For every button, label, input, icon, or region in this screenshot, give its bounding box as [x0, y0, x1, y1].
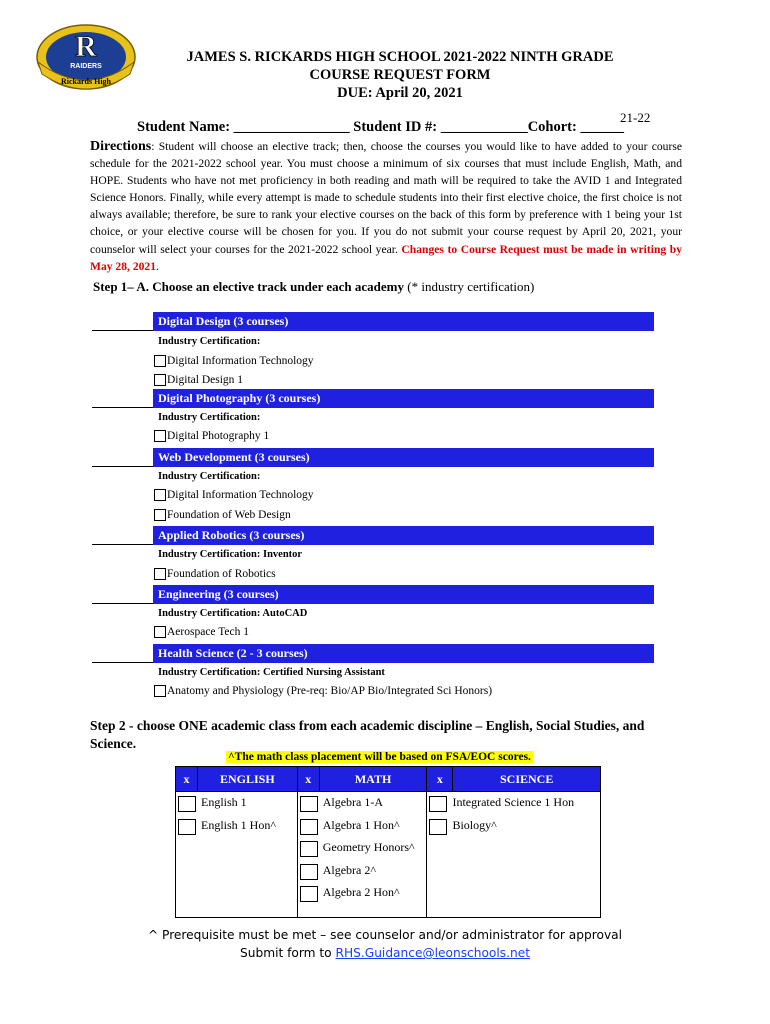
option-label: Digital Information Technology [167, 355, 314, 367]
track-bar-web-development: Web Development (3 courses) [153, 448, 654, 467]
checkbox[interactable] [154, 509, 166, 521]
option-item[interactable] [154, 355, 314, 367]
option-item[interactable] [154, 509, 291, 521]
checkbox[interactable] [300, 819, 318, 835]
math-option[interactable] [298, 837, 427, 860]
science-column [427, 792, 601, 918]
checkbox[interactable] [429, 796, 447, 812]
english-option[interactable] [176, 815, 297, 838]
form-title-line1: JAMES S. RICKARDS HIGH SCHOOL 2021-2022 NINTH GRADE [186, 49, 614, 65]
option-item[interactable] [154, 568, 276, 580]
academic-course-table [175, 766, 601, 918]
track-cert: Industry Certification: [158, 336, 261, 347]
checkbox[interactable] [154, 626, 166, 638]
course-label: Geometry Honors^ [322, 840, 415, 854]
rank-line-digital-design[interactable] [92, 330, 154, 331]
form-title-line2: COURSE REQUEST FORM [309, 67, 491, 83]
submit-line [0, 944, 770, 962]
rank-line-web-development[interactable] [92, 466, 154, 467]
step1-heading-bold: Step 1– A. Choose an elective track under each academy [93, 279, 405, 294]
math-option[interactable] [298, 882, 427, 905]
col-header-x: x [427, 767, 453, 792]
track-cert: Industry Certification: [158, 412, 261, 423]
checkbox[interactable] [178, 796, 196, 812]
option-label: Anatomy and Physiology (Pre-req: Bio/AP Bio/Integrated Sci Honors) [167, 685, 493, 697]
english-column [176, 792, 298, 918]
option-item[interactable] [154, 685, 492, 697]
directions-lead: Directions [90, 139, 152, 154]
option-label: Aerospace Tech 1 [167, 626, 249, 638]
checkbox[interactable] [300, 796, 318, 812]
track-bar-health-science: Health Science (2 - 3 courses) [153, 644, 654, 663]
english-option[interactable] [176, 792, 297, 815]
math-option[interactable] [298, 792, 427, 815]
svg-text:R: R [75, 30, 97, 63]
checkbox[interactable] [154, 489, 166, 501]
rank-line-engineering[interactable] [92, 603, 154, 604]
checkbox[interactable] [178, 819, 196, 835]
option-item[interactable] [154, 489, 314, 501]
course-label: English 1 [201, 795, 247, 809]
submit-prefix: Submit form to [240, 946, 336, 960]
option-label: Digital Information Technology [167, 489, 314, 501]
directions-end: . [156, 259, 159, 273]
checkbox[interactable] [154, 374, 166, 386]
track-bar-digital-photography: Digital Photography (3 courses) [153, 389, 654, 408]
col-header-math: MATH [319, 767, 427, 792]
checkbox[interactable] [429, 819, 447, 835]
course-label: Algebra 1 Hon^ [322, 817, 400, 832]
svg-text:RAIDERS: RAIDERS [70, 63, 102, 70]
directions-paragraph [90, 138, 682, 275]
col-header-science: SCIENCE [453, 767, 601, 792]
directions-body: : Student will choose an elective track; then, choose the courses you would like to have added to your course schedule for the 2021-2022 school year. You must choose a minimum of six courses that must include English, Math, and HOPE. Students who have not met proficiency in both reading and math will be required to take the AVID 1 and Integrated Science Honors. Finally, while every attempt is made to schedule students into their first elective choice, the first choice is not always available; therefore, be sure to rank your elective courses on the back of this form by preference with 1 being your 1st choice, or your elective course will be chosen for you. If you do not submit your course request by April 20, 2021, your counselor will select your courses for the 2021-2022 school year. [90, 140, 682, 256]
checkbox[interactable] [300, 886, 318, 902]
checkbox[interactable] [300, 841, 318, 857]
track-cert: Industry Certification: Certified Nursing Assistant [158, 667, 385, 678]
student-info-line[interactable]: Student Name: ________________ Student ID #: ____________Cohort: ______ [137, 119, 624, 135]
track-bar-digital-design: Digital Design (3 courses) [153, 312, 654, 331]
rank-line-applied-robotics[interactable] [92, 544, 154, 545]
math-placement-note: ^The math class placement will be based on FSA/EOC scores. [228, 751, 531, 763]
guidance-email-link[interactable]: RHS.Guidance@leonschools.net [335, 946, 530, 960]
math-column [297, 792, 427, 918]
col-header-x: x [176, 767, 198, 792]
track-cert: Industry Certification: AutoCAD [158, 608, 308, 619]
step1-heading-note: (* industry certification) [404, 279, 535, 294]
rank-line-digital-photography[interactable] [92, 407, 154, 408]
changes-deadline-note: Changes to Course Request must be made in writing by May 28, 2021 [90, 242, 683, 273]
prerequisite-note: ^ Prerequisite must be met – see counselor and/or administrator for approval [147, 928, 623, 942]
track-bar-engineering: Engineering (3 courses) [153, 585, 654, 604]
option-label: Foundation of Robotics [167, 568, 276, 580]
option-item[interactable] [154, 374, 243, 386]
math-option[interactable] [298, 860, 427, 883]
cohort-value: 21-22 [620, 110, 651, 125]
option-item[interactable] [154, 626, 249, 638]
course-label: Integrated Science 1 Hon [452, 795, 575, 809]
track-cert: Industry Certification: [158, 471, 261, 482]
rank-line-health-science[interactable] [92, 662, 154, 663]
checkbox[interactable] [154, 685, 166, 697]
option-label: Digital Photography 1 [167, 430, 270, 442]
svg-text:Rickards High: Rickards High [60, 77, 112, 86]
checkbox[interactable] [154, 355, 166, 367]
checkbox[interactable] [154, 568, 166, 580]
col-header-x: x [297, 767, 319, 792]
science-option[interactable] [427, 792, 600, 815]
course-label: Biology^ [452, 817, 497, 832]
col-header-english: ENGLISH [197, 767, 297, 792]
step2-heading: Step 2 - choose ONE academic class from each academic discipline – English, Social Studies, and Science. [90, 718, 645, 751]
course-label: English 1 Hon^ [201, 817, 276, 832]
step1-heading [93, 279, 534, 295]
checkbox[interactable] [154, 430, 166, 442]
checkbox[interactable] [300, 864, 318, 880]
math-option[interactable] [298, 815, 427, 838]
course-label: Algebra 2 Hon^ [322, 885, 400, 899]
school-logo [34, 22, 138, 92]
option-item[interactable] [154, 430, 269, 442]
option-label: Digital Design 1 [167, 374, 244, 386]
form-due-date: DUE: April 20, 2021 [337, 85, 463, 101]
course-label: Algebra 2^ [322, 862, 377, 877]
science-option[interactable] [427, 815, 600, 838]
option-label: Foundation of Web Design [167, 509, 291, 521]
track-cert: Industry Certification: Inventor [158, 549, 303, 560]
course-label: Algebra 1-A [322, 795, 384, 809]
track-bar-applied-robotics: Applied Robotics (3 courses) [153, 526, 654, 545]
